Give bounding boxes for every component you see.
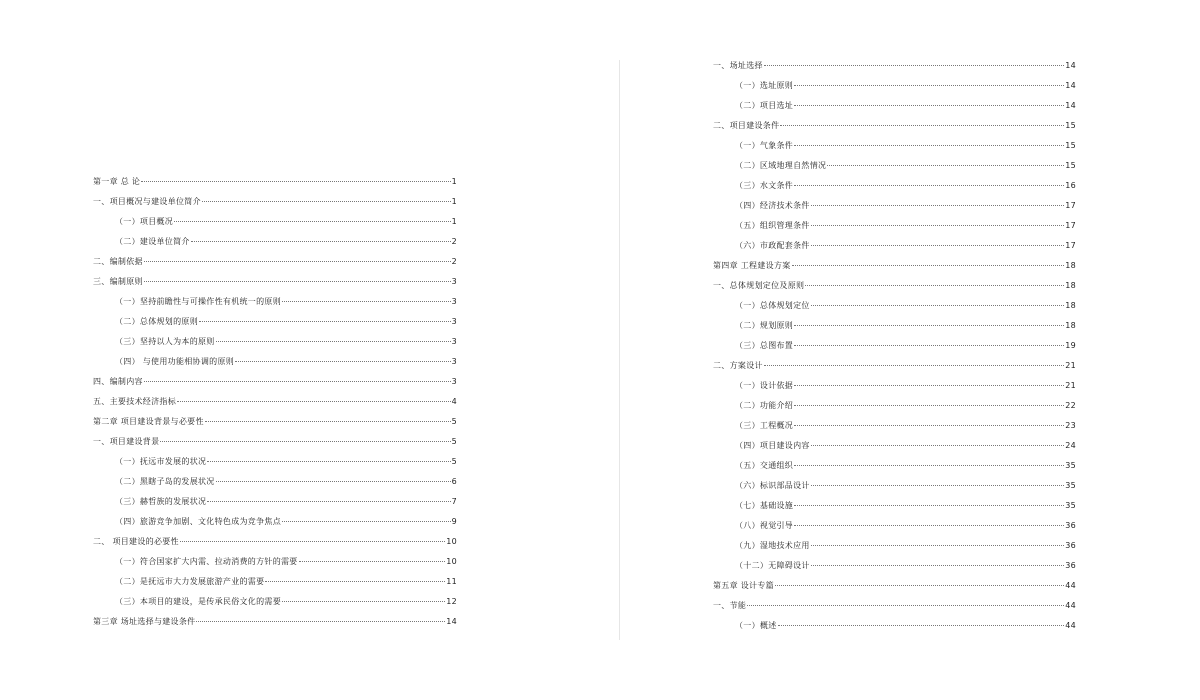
toc-page-number: 17 <box>1065 241 1076 250</box>
toc-entry[interactable] <box>93 252 457 272</box>
toc-dot-leader <box>196 621 445 622</box>
toc-dot-leader <box>811 245 1065 246</box>
toc-entry-label: （二）区域地理自然情况 <box>735 161 827 170</box>
toc-entry-label: （四）经济技术条件 <box>735 201 810 210</box>
toc-entry[interactable] <box>713 276 1076 296</box>
toc-page-number: 36 <box>1065 541 1076 550</box>
toc-entry-label: （三）坚持以人为本的原则 <box>115 337 215 346</box>
toc-page-number: 14 <box>446 617 457 626</box>
toc-dot-leader <box>199 321 451 322</box>
toc-page-number: 1 <box>451 217 457 226</box>
toc-entry[interactable] <box>713 136 1076 156</box>
toc-entry[interactable] <box>93 512 457 532</box>
toc-dot-leader <box>794 85 1064 86</box>
toc-dot-leader <box>794 405 1064 406</box>
toc-page-number: 3 <box>451 357 457 366</box>
toc-page-number: 15 <box>1065 121 1076 130</box>
toc-entry-label: （五）组织管理条件 <box>735 221 810 230</box>
toc-page-number: 3 <box>451 377 457 386</box>
toc-entry[interactable] <box>713 156 1076 176</box>
toc-entry[interactable] <box>713 96 1076 116</box>
toc-entry-label: （二）功能介绍 <box>735 401 794 410</box>
toc-dot-leader <box>827 165 1064 166</box>
toc-page-number: 18 <box>1065 301 1076 310</box>
toc-entry-label: （一）选址原则 <box>735 81 794 90</box>
toc-dot-leader <box>282 521 451 522</box>
toc-entry[interactable] <box>93 452 457 472</box>
toc-dot-leader <box>747 605 1064 606</box>
toc-dot-leader <box>780 125 1064 126</box>
toc-dot-leader <box>794 145 1064 146</box>
toc-entry[interactable] <box>93 392 457 412</box>
toc-dot-leader <box>180 541 445 542</box>
toc-page-number: 4 <box>451 397 457 406</box>
toc-page-number: 35 <box>1065 501 1076 510</box>
toc-page-number: 2 <box>451 237 457 246</box>
toc-dot-leader <box>144 281 451 282</box>
toc-page-number: 14 <box>1065 101 1076 110</box>
toc-entry[interactable] <box>93 572 457 592</box>
toc-entry-label: 一、场址选择 <box>713 61 763 70</box>
toc-page-number: 14 <box>1065 61 1076 70</box>
toc-entry-label: （三）总图布置 <box>735 341 794 350</box>
toc-dot-leader <box>216 481 451 482</box>
toc-entry-label: （六）标识部品设计 <box>735 481 810 490</box>
toc-dot-leader <box>811 445 1065 446</box>
toc-dot-leader <box>141 181 450 182</box>
toc-dot-leader <box>794 105 1064 106</box>
toc-page-number: 2 <box>451 257 457 266</box>
toc-page-number: 36 <box>1065 521 1076 530</box>
toc-dot-leader <box>794 425 1064 426</box>
toc-entry-label: 四、编制内容 <box>93 377 143 386</box>
toc-entry-label: （一）抚远市发展的状况 <box>115 457 207 466</box>
toc-dot-leader <box>177 401 451 402</box>
toc-page-number: 1 <box>451 197 457 206</box>
toc-page-number: 35 <box>1065 461 1076 470</box>
toc-entry-label: 一、总体规划定位及原则 <box>713 281 805 290</box>
toc-entry[interactable] <box>713 576 1076 596</box>
toc-entry-label: 二、方案设计 <box>713 361 763 370</box>
toc-dot-leader <box>792 265 1065 266</box>
toc-page-number: 16 <box>1065 181 1076 190</box>
toc-page-number: 10 <box>446 537 457 546</box>
toc-dot-leader <box>160 441 450 442</box>
toc-entry[interactable] <box>93 232 457 252</box>
toc-entry[interactable] <box>93 312 457 332</box>
toc-entry-label: 第五章 设计专篇 <box>713 581 774 590</box>
toc-entry-label: （七）基础设施 <box>735 501 794 510</box>
toc-entry[interactable] <box>713 516 1076 536</box>
toc-dot-leader <box>794 525 1064 526</box>
toc-page-number: 7 <box>451 497 457 506</box>
toc-entry[interactable] <box>93 412 457 432</box>
toc-entry[interactable] <box>93 292 457 312</box>
toc-dot-leader <box>794 185 1064 186</box>
toc-page-number: 17 <box>1065 201 1076 210</box>
toc-entry-label: （二）规划原则 <box>735 321 794 330</box>
toc-entry-label: 一、项目概况与建设单位简介 <box>93 197 201 206</box>
toc-page-number: 3 <box>451 277 457 286</box>
toc-entry[interactable] <box>93 532 457 552</box>
toc-dot-leader <box>794 465 1064 466</box>
toc-entry[interactable] <box>713 256 1076 276</box>
toc-dot-leader <box>794 505 1064 506</box>
toc-page-number: 9 <box>451 517 457 526</box>
toc-dot-leader <box>794 345 1064 346</box>
toc-entry-label: （四）旅游竞争加剧、文化特色成为竞争焦点 <box>115 517 281 526</box>
toc-entry-label: （一）坚持前瞻性与可操作性有机统一的原则 <box>115 297 281 306</box>
toc-entry[interactable] <box>713 396 1076 416</box>
toc-page-number: 12 <box>446 597 457 606</box>
toc-entry-label: 第三章 场址选择与建设条件 <box>93 617 196 626</box>
toc-entry-label: （十二）无障碍设计 <box>735 561 810 570</box>
toc-entry-label: 二、 项目建设的必要性 <box>93 537 179 546</box>
toc-page-number: 17 <box>1065 221 1076 230</box>
toc-entry[interactable] <box>713 416 1076 436</box>
toc-entry-label: 第四章 工程建设方案 <box>713 261 791 270</box>
toc-page-number: 6 <box>451 477 457 486</box>
toc-entry[interactable] <box>93 352 457 372</box>
toc-dot-leader <box>205 421 451 422</box>
toc-page-number: 14 <box>1065 81 1076 90</box>
toc-entry-label: （二）总体规划的原则 <box>115 317 198 326</box>
toc-page-number: 3 <box>451 337 457 346</box>
toc-entry-label: 一、节能 <box>713 601 747 610</box>
toc-page-number: 3 <box>451 297 457 306</box>
toc-entry-label: 二、编制依据 <box>93 257 143 266</box>
toc-entry-label: （二）项目选址 <box>735 101 794 110</box>
toc-entry[interactable] <box>93 332 457 352</box>
toc-entry[interactable] <box>713 76 1076 96</box>
toc-entry[interactable] <box>713 176 1076 196</box>
toc-entry-label: （四） 与使用功能相协调的原则 <box>115 357 235 366</box>
toc-entry[interactable] <box>93 432 457 452</box>
toc-entry-label: （一）概述 <box>735 621 777 630</box>
toc-page-number: 1 <box>451 177 457 186</box>
toc-dot-leader <box>805 285 1064 286</box>
toc-entry-label: 五、主要技术经济指标 <box>93 397 176 406</box>
toc-entry[interactable] <box>713 296 1076 316</box>
toc-entry-label: （三）本项目的建设，是传承民俗文化的需要 <box>115 597 281 606</box>
toc-entry-label: （二）黑瞎子岛的发展状况 <box>115 477 215 486</box>
toc-page-number: 22 <box>1065 401 1076 410</box>
toc-dot-leader <box>794 385 1064 386</box>
toc-entry-label: （一）设计依据 <box>735 381 794 390</box>
toc-entry-label: （三）工程概况 <box>735 421 794 430</box>
toc-entry-label: （二）是抚远市大力发展旅游产业的需要 <box>115 577 265 586</box>
toc-entry[interactable] <box>713 456 1076 476</box>
toc-entry[interactable] <box>713 116 1076 136</box>
toc-page-number: 44 <box>1065 601 1076 610</box>
toc-dot-leader <box>265 581 445 582</box>
toc-entry-label: （八）视觉引导 <box>735 521 794 530</box>
toc-entry[interactable] <box>713 216 1076 236</box>
toc-entry-label: （二）建设单位简介 <box>115 237 190 246</box>
toc-dot-leader <box>764 365 1064 366</box>
toc-dot-leader <box>775 585 1064 586</box>
toc-dot-leader <box>144 381 451 382</box>
toc-dot-leader <box>811 225 1065 226</box>
toc-entry[interactable] <box>713 596 1076 616</box>
toc-entry-label: （四）项目建设内容 <box>735 441 810 450</box>
toc-page-number: 18 <box>1065 281 1076 290</box>
toc-page-number: 18 <box>1065 261 1076 270</box>
toc-entry[interactable] <box>713 316 1076 336</box>
toc-page-number: 36 <box>1065 561 1076 570</box>
toc-entry-label: （一）符合国家扩大内需、拉动消费的方针的需要 <box>115 557 298 566</box>
toc-page-number: 18 <box>1065 321 1076 330</box>
toc-entry-label: 第二章 项目建设背景与必要性 <box>93 417 204 426</box>
toc-page-number: 11 <box>446 577 457 586</box>
toc-entry[interactable] <box>713 196 1076 216</box>
toc-dot-leader <box>811 205 1065 206</box>
toc-page-number: 44 <box>1065 621 1076 630</box>
toc-dot-leader <box>207 461 450 462</box>
toc-dot-leader <box>811 485 1065 486</box>
toc-page-number: 5 <box>451 417 457 426</box>
toc-dot-leader <box>235 361 451 362</box>
toc-list-right <box>713 56 1076 636</box>
toc-entry[interactable] <box>93 272 457 292</box>
toc-entry[interactable] <box>93 212 457 232</box>
toc-entry-label: （五）交通组织 <box>735 461 794 470</box>
toc-entry-label: （一）气象条件 <box>735 141 794 150</box>
toc-dot-leader <box>811 545 1065 546</box>
toc-page-number: 44 <box>1065 581 1076 590</box>
toc-entry[interactable] <box>713 376 1076 396</box>
toc-page-number: 24 <box>1065 441 1076 450</box>
toc-page-number: 21 <box>1065 381 1076 390</box>
toc-entry-label: （三）赫哲族的发展状况 <box>115 497 207 506</box>
toc-entry-label: （一）总体规划定位 <box>735 301 810 310</box>
toc-entry-label: 二、项目建设条件 <box>713 121 780 130</box>
toc-entry[interactable] <box>713 436 1076 456</box>
toc-entry[interactable] <box>713 356 1076 376</box>
toc-dot-leader <box>191 241 451 242</box>
toc-dot-leader <box>282 601 445 602</box>
toc-dot-leader <box>282 301 451 302</box>
toc-entry[interactable] <box>713 556 1076 576</box>
toc-entry[interactable] <box>713 336 1076 356</box>
toc-entry[interactable] <box>713 476 1076 496</box>
toc-entry[interactable] <box>713 496 1076 516</box>
toc-dot-leader <box>202 201 451 202</box>
toc-entry[interactable] <box>713 236 1076 256</box>
toc-page-number: 15 <box>1065 141 1076 150</box>
toc-page-number: 23 <box>1065 421 1076 430</box>
toc-entry[interactable] <box>713 56 1076 76</box>
toc-entry[interactable] <box>93 592 457 612</box>
toc-dot-leader <box>216 341 451 342</box>
toc-list-left <box>93 172 457 632</box>
toc-entry[interactable] <box>93 552 457 572</box>
toc-entry[interactable] <box>93 612 457 632</box>
toc-entry-label: （三）水文条件 <box>735 181 794 190</box>
toc-entry[interactable] <box>93 192 457 212</box>
toc-entry[interactable] <box>93 172 457 192</box>
toc-dot-leader <box>299 561 446 562</box>
toc-page-number: 19 <box>1065 341 1076 350</box>
toc-dot-leader <box>794 325 1064 326</box>
toc-entry[interactable] <box>93 492 457 512</box>
toc-dot-leader <box>207 501 450 502</box>
toc-entry-label: 第一章 总 论 <box>93 177 141 186</box>
toc-page-number: 3 <box>451 317 457 326</box>
toc-dot-leader <box>811 305 1065 306</box>
toc-page-number: 21 <box>1065 361 1076 370</box>
toc-page-number: 5 <box>451 437 457 446</box>
toc-entry-label: 一、项目建设背景 <box>93 437 160 446</box>
toc-entry-label: 三、编制原则 <box>93 277 143 286</box>
toc-entry[interactable] <box>93 472 457 492</box>
toc-page-number: 15 <box>1065 161 1076 170</box>
toc-entry-label: （六）市政配套条件 <box>735 241 810 250</box>
toc-page-number: 10 <box>446 557 457 566</box>
right-page <box>600 0 1200 700</box>
toc-page-number: 35 <box>1065 481 1076 490</box>
toc-dot-leader <box>811 565 1065 566</box>
toc-entry[interactable] <box>713 536 1076 556</box>
toc-entry[interactable] <box>93 372 457 392</box>
toc-entry-label: （一）项目概况 <box>115 217 174 226</box>
toc-page-number: 5 <box>451 457 457 466</box>
toc-entry[interactable] <box>713 616 1076 636</box>
toc-dot-leader <box>144 261 451 262</box>
toc-dot-leader <box>764 65 1064 66</box>
toc-dot-leader <box>778 625 1065 626</box>
toc-entry-label: （九）湿地技术应用 <box>735 541 810 550</box>
toc-dot-leader <box>174 221 451 222</box>
